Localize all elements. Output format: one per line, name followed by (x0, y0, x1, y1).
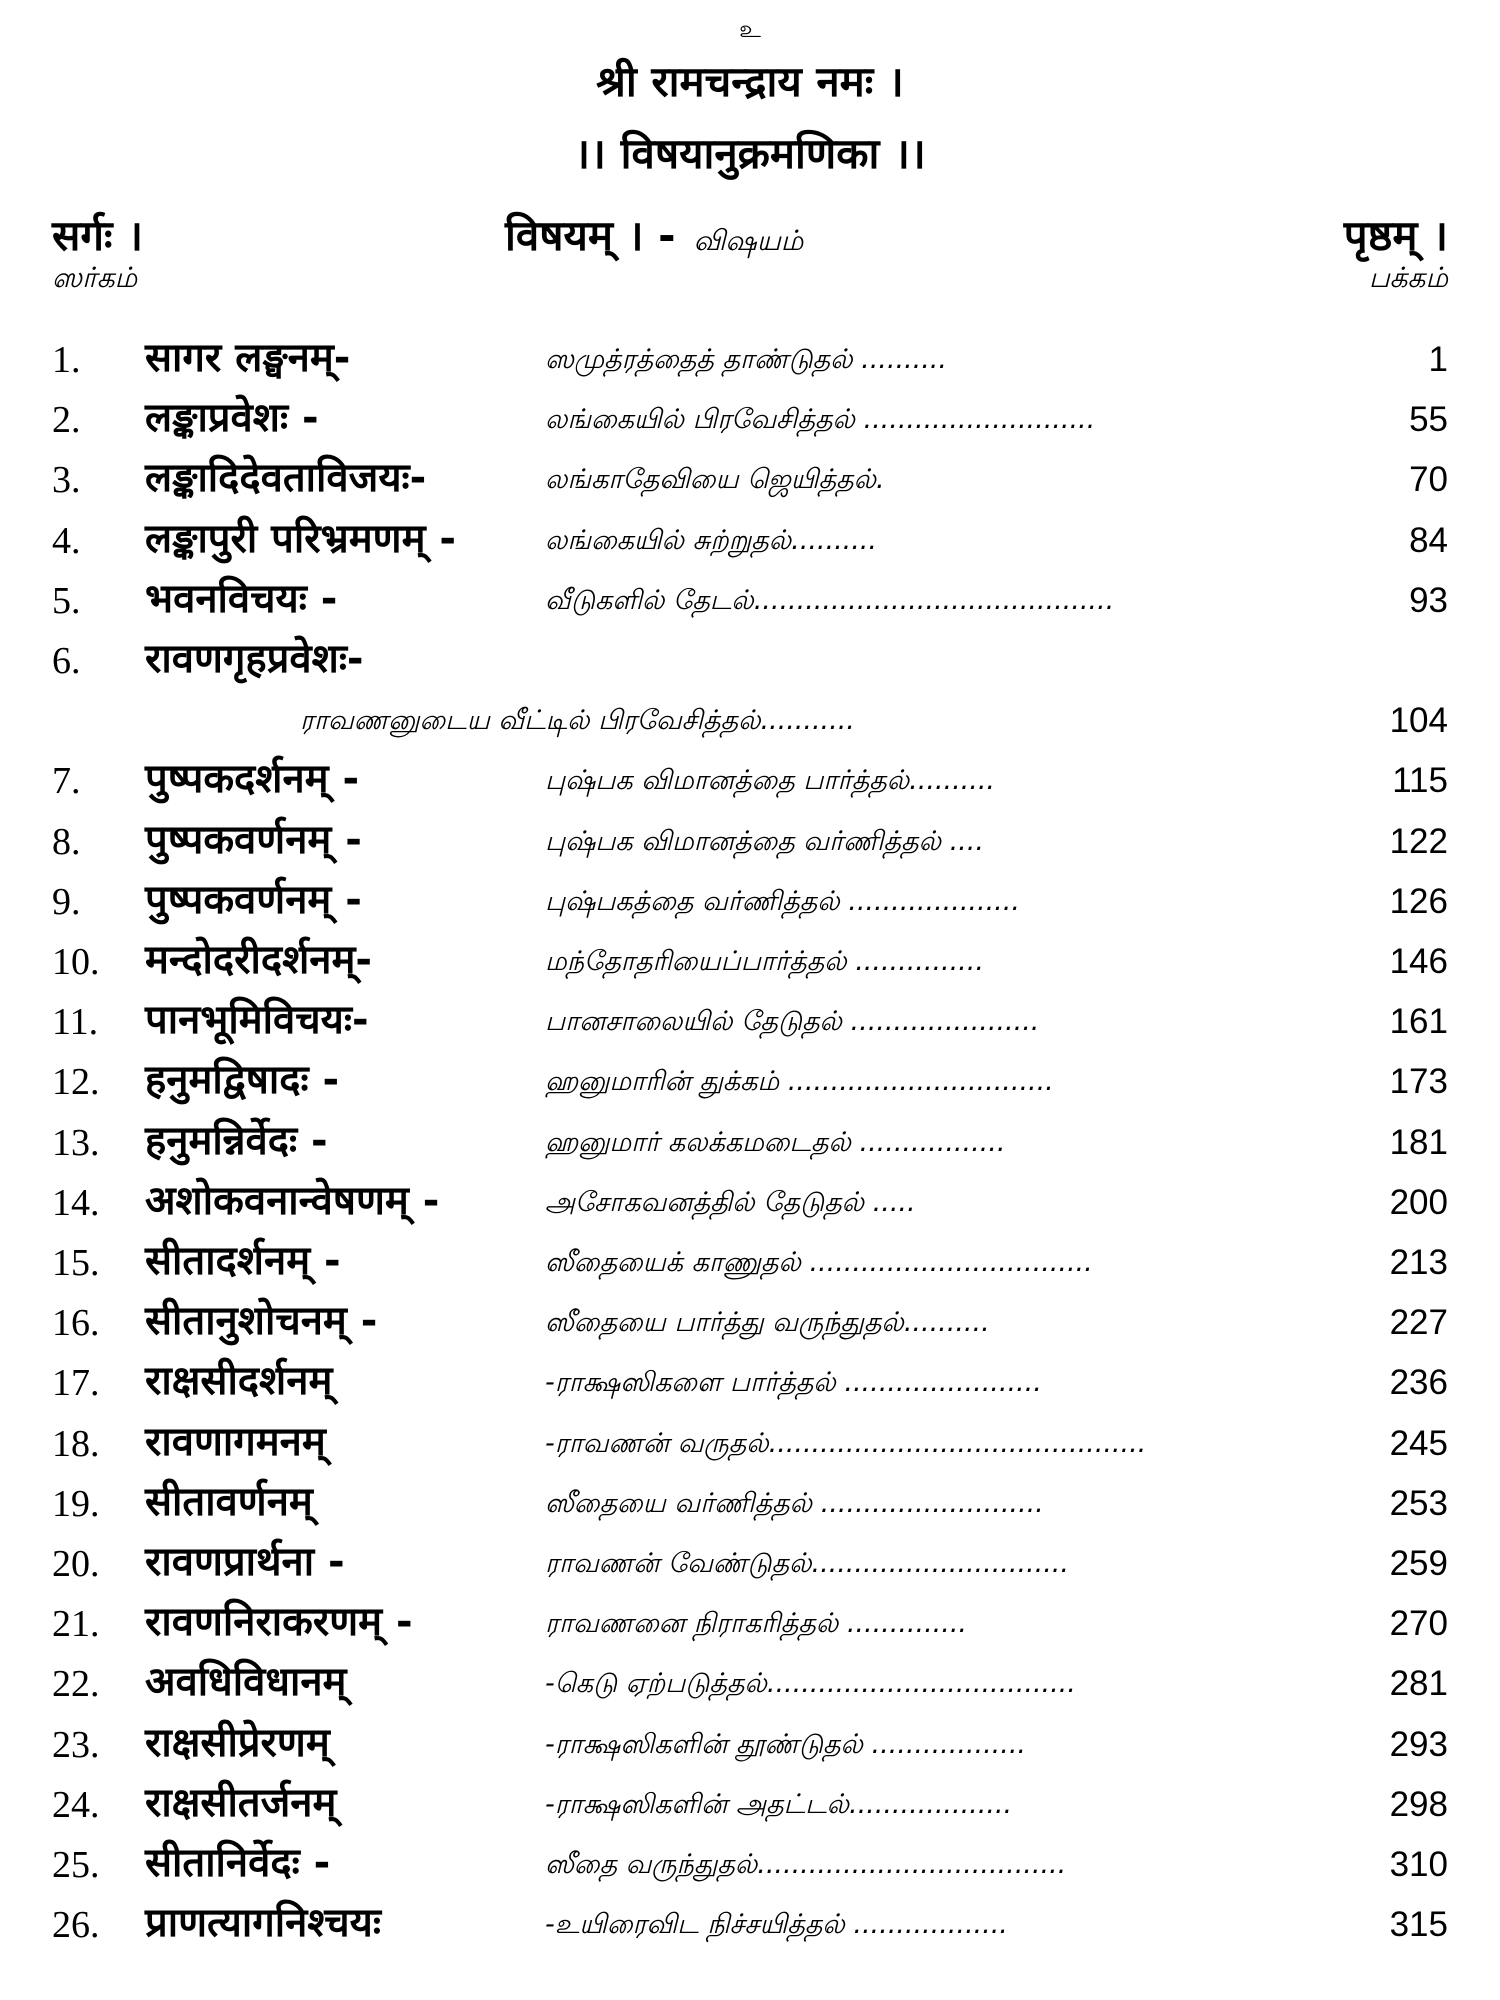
toc-row (0, 1293, 1500, 1353)
chapter-title-sanskrit: पानभूमिविचयः- (145, 997, 369, 1043)
chapter-number: 20. (52, 1543, 100, 1585)
chapter-title-sanskrit: लङ्कादिदेवताविजयः- (145, 455, 427, 501)
chapter-title-tamil (545, 641, 1325, 685)
chapter-title-tamil: ராவணனை நிராகரித்தல் .............. (545, 1608, 968, 1639)
toc-row (0, 571, 1500, 631)
toc-row (0, 1775, 1500, 1835)
chapter-title-tamil: ஸீதையை வர்ணித்தல் .......................... (545, 1488, 1044, 1519)
chapter-title-tamil: -ராவணன் வருதல்............................................ (545, 1428, 1147, 1459)
chapter-title-sanskrit: प्राणत्यागनिश्चयः (145, 1900, 381, 1946)
chapter-title-sanskrit: मन्दोदरीदर्शनम्- (145, 937, 373, 983)
toc-row (0, 1474, 1500, 1534)
chapter-title-tamil: -ராக்ஷஸிகளை பார்த்தல் ....................... (545, 1367, 1042, 1398)
column-header-page: पृष्ठम् । (1343, 211, 1448, 260)
toc-row (0, 1835, 1500, 1895)
page-number: 70 (1409, 460, 1448, 499)
chapter-title-tamil: -கெடு ஏற்படுத்தல்.................................... (545, 1668, 1076, 1699)
chapter-title-sanskrit: रावणप्रार्थना - (145, 1539, 345, 1585)
toc-row (0, 330, 1500, 390)
chapter-number: 3. (52, 459, 81, 501)
chapter-number: 6. (52, 640, 81, 682)
page-number: 146 (1389, 942, 1448, 981)
page-number: 122 (1389, 822, 1448, 861)
page-number: 55 (1409, 400, 1448, 439)
chapter-title-sanskrit: सीतादर्शनम् - (145, 1238, 341, 1284)
toc-row (0, 872, 1500, 932)
toc-row (0, 450, 1500, 510)
toc-row (0, 1052, 1500, 1112)
chapter-number: 5. (52, 580, 81, 622)
chapter-title-tamil: புஷ்பக விமானத்தை வர்ணித்தல் .... (545, 826, 984, 857)
page-title: ।। विषयानुक्रमणिका ।। (574, 129, 926, 178)
column-header-page-tamil: பக்கம் (1368, 261, 1448, 294)
chapter-title-tamil: ஹனுமார் கலக்கமடைதல் ................. (545, 1127, 1006, 1158)
toc-row (0, 751, 1500, 811)
chapter-title-sanskrit: राक्षसीप्रेरणम् (145, 1720, 330, 1766)
chapter-title-sanskrit: लङ्काप्रवेशः - (145, 395, 319, 441)
page-number: 270 (1389, 1604, 1448, 1643)
page-number: 293 (1389, 1725, 1448, 1764)
page-mark: உ (739, 15, 761, 43)
chapter-number: 17. (52, 1362, 100, 1404)
toc-row (0, 390, 1500, 450)
column-header-chapter-tamil: ஸர்கம் (52, 261, 138, 294)
chapter-number: 13. (52, 1122, 100, 1164)
chapter-title-tamil: வீடுகளில் தேடல்.......................................... (545, 585, 1115, 616)
page-number: 245 (1389, 1424, 1448, 1463)
chapter-title-tamil: -உயிரைவிட நிச்சயித்தல் .................. (545, 1909, 1008, 1940)
invocation-heading: श्री रामचन्द्राय नमः । (596, 57, 904, 106)
chapter-title-tamil: புஷ்பகத்தை வர்ணித்தல் .................... (545, 886, 1020, 917)
column-header-subject-sanskrit: विषयम् । - (505, 211, 676, 260)
toc-row (0, 1113, 1500, 1173)
chapter-title-tamil: லங்கையில் சுற்றுதல்.......... (545, 525, 877, 556)
chapter-number: 24. (52, 1784, 100, 1826)
page-number: 104 (1389, 701, 1448, 740)
chapter-title-sanskrit: लङ्कापुरी परिभ्रमणम् - (145, 516, 457, 562)
page-number: 213 (1389, 1243, 1448, 1282)
chapter-title-sanskrit: रावणगृहप्रवेशः- (145, 636, 364, 682)
chapter-number: 4. (52, 520, 81, 562)
chapter-title-sanskrit: पुष्पकदर्शनम् - (145, 756, 360, 802)
chapter-title-sanskrit: राक्षसीदर्शनम् (145, 1358, 333, 1404)
chapter-number: 7. (52, 760, 81, 802)
page-number: 236 (1389, 1363, 1448, 1402)
chapter-title-tamil: லங்காதேவியை ஜெயித்தல். (545, 464, 885, 495)
chapter-number: 21. (52, 1603, 100, 1645)
chapter-number: 11. (52, 1001, 99, 1043)
chapter-title-sanskrit: भवनविचयः - (145, 576, 338, 622)
page-number: 93 (1409, 581, 1448, 620)
page-number: 161 (1389, 1002, 1448, 1041)
chapter-title-tamil: பானசாலையில் தேடுதல் ...................... (545, 1006, 1040, 1037)
chapter-title-tamil: அசோகவனத்தில் தேடுதல் ..... (545, 1187, 916, 1218)
chapter-title-tamil: புஷ்பக விமானத்தை பார்த்தல்.......... (545, 765, 996, 796)
chapter-title-sanskrit: अशोकवनान्वेषणम् - (145, 1178, 440, 1224)
chapter-title-sanskrit: राक्षसीतर्जनम् (145, 1780, 337, 1826)
chapter-number: 26. (52, 1904, 100, 1946)
chapter-number: 12. (52, 1061, 100, 1103)
chapter-number: 14. (52, 1182, 100, 1224)
chapter-number: 19. (52, 1483, 100, 1525)
toc-row (0, 1594, 1500, 1654)
page-number: 126 (1389, 882, 1448, 921)
chapter-title-tamil: ஸீதையை பார்த்து வருந்துதல்.......... (545, 1307, 990, 1338)
toc-row (0, 1353, 1500, 1413)
chapter-title-tamil: -ராக்ஷஸிகளின் அதட்டல்................... (545, 1789, 1013, 1820)
page-number: 173 (1389, 1062, 1448, 1101)
toc-row (0, 992, 1500, 1052)
chapter-title-sanskrit: रावणनिराकरणम् - (145, 1599, 413, 1645)
toc-row (0, 691, 1500, 751)
chapter-number: 23. (52, 1724, 100, 1766)
chapter-title-sanskrit: पुष्पकवर्णनम् - (145, 817, 362, 863)
chapter-title-tamil: லங்கையில் பிரவேசித்தல் ........................... (545, 404, 1096, 435)
chapter-number: 22. (52, 1663, 100, 1705)
page-number: 115 (1392, 761, 1448, 800)
chapter-number: 18. (52, 1423, 100, 1465)
page-number: 259 (1389, 1544, 1448, 1583)
page-number: 281 (1389, 1664, 1448, 1703)
chapter-title-tamil: ஸீதையைக் காணுதல் ................................. (545, 1247, 1093, 1278)
toc-row (0, 1414, 1500, 1474)
chapter-title-sanskrit: अवधिविधानम् (145, 1659, 347, 1705)
page-number: 200 (1389, 1183, 1448, 1222)
chapter-number: 2. (52, 399, 81, 441)
chapter-number: 8. (52, 821, 81, 863)
page-number: 84 (1409, 521, 1448, 560)
chapter-title-tamil: ஸீதை வருந்துதல்.................................... (545, 1849, 1067, 1880)
chapter-title-sanskrit: सीतावर्णनम् (145, 1479, 313, 1525)
page-number: 310 (1389, 1845, 1448, 1884)
toc-row (0, 1534, 1500, 1594)
page-number: 181 (1389, 1123, 1448, 1162)
chapter-title-tamil: -ராக்ஷஸிகளின் தூண்டுதல் .................. (545, 1729, 1027, 1760)
page-number: 1 (1428, 340, 1448, 379)
toc-row (0, 1173, 1500, 1233)
page-number: 315 (1389, 1905, 1448, 1944)
chapter-title-sanskrit: सीतानुशोचनम् - (145, 1298, 378, 1344)
column-header-subject (505, 208, 803, 269)
chapter-number: 15. (52, 1242, 100, 1284)
page-number: 227 (1389, 1303, 1448, 1342)
chapter-title-sanskrit: हनुमद्विषादः - (145, 1057, 340, 1103)
toc-row (0, 932, 1500, 992)
chapter-number: 10. (52, 941, 100, 983)
chapter-title-tamil: ஸமுத்ரத்தைத் தாண்டுதல் .......... (545, 344, 947, 375)
column-header-chapter: सर्गः । (52, 211, 144, 260)
chapter-number: 1. (52, 339, 81, 381)
page-number: 298 (1389, 1785, 1448, 1824)
chapter-title-sanskrit: पुष्पकवर्णनम् - (145, 877, 362, 923)
chapter-number: 9. (52, 881, 81, 923)
toc-row (0, 1233, 1500, 1293)
chapter-title-tamil: மந்தோதரியைப்பார்த்தல் ............... (545, 946, 984, 977)
toc-row (0, 812, 1500, 872)
chapter-title-sanskrit: सागर लङ्घनम्- (145, 335, 351, 381)
column-header-subject-tamil: விஷயம் (693, 224, 804, 257)
chapter-title-sanskrit: हनुमन्निर्वेदः - (145, 1118, 328, 1164)
toc-row (0, 511, 1500, 571)
chapter-title-sanskrit: रावणागमनम् (145, 1419, 326, 1465)
toc-row (0, 1895, 1500, 1955)
chapter-title-sanskrit: सीतानिर्वेदः - (145, 1840, 331, 1886)
chapter-title-tamil: ஹனுமாரின் துக்கம் ............................... (545, 1066, 1054, 1097)
chapter-number: 25. (52, 1844, 100, 1886)
chapter-title-tamil: ராவணன் வேண்டுதல்.............................. (545, 1548, 1069, 1579)
chapter-title-tamil: ராவணனுடைய வீட்டில் பிரவேசித்தல்........... (300, 705, 855, 736)
toc-row (0, 631, 1500, 691)
toc-row (0, 1654, 1500, 1714)
page-number: 253 (1389, 1484, 1448, 1523)
toc-row (0, 1715, 1500, 1775)
chapter-number: 16. (52, 1302, 100, 1344)
